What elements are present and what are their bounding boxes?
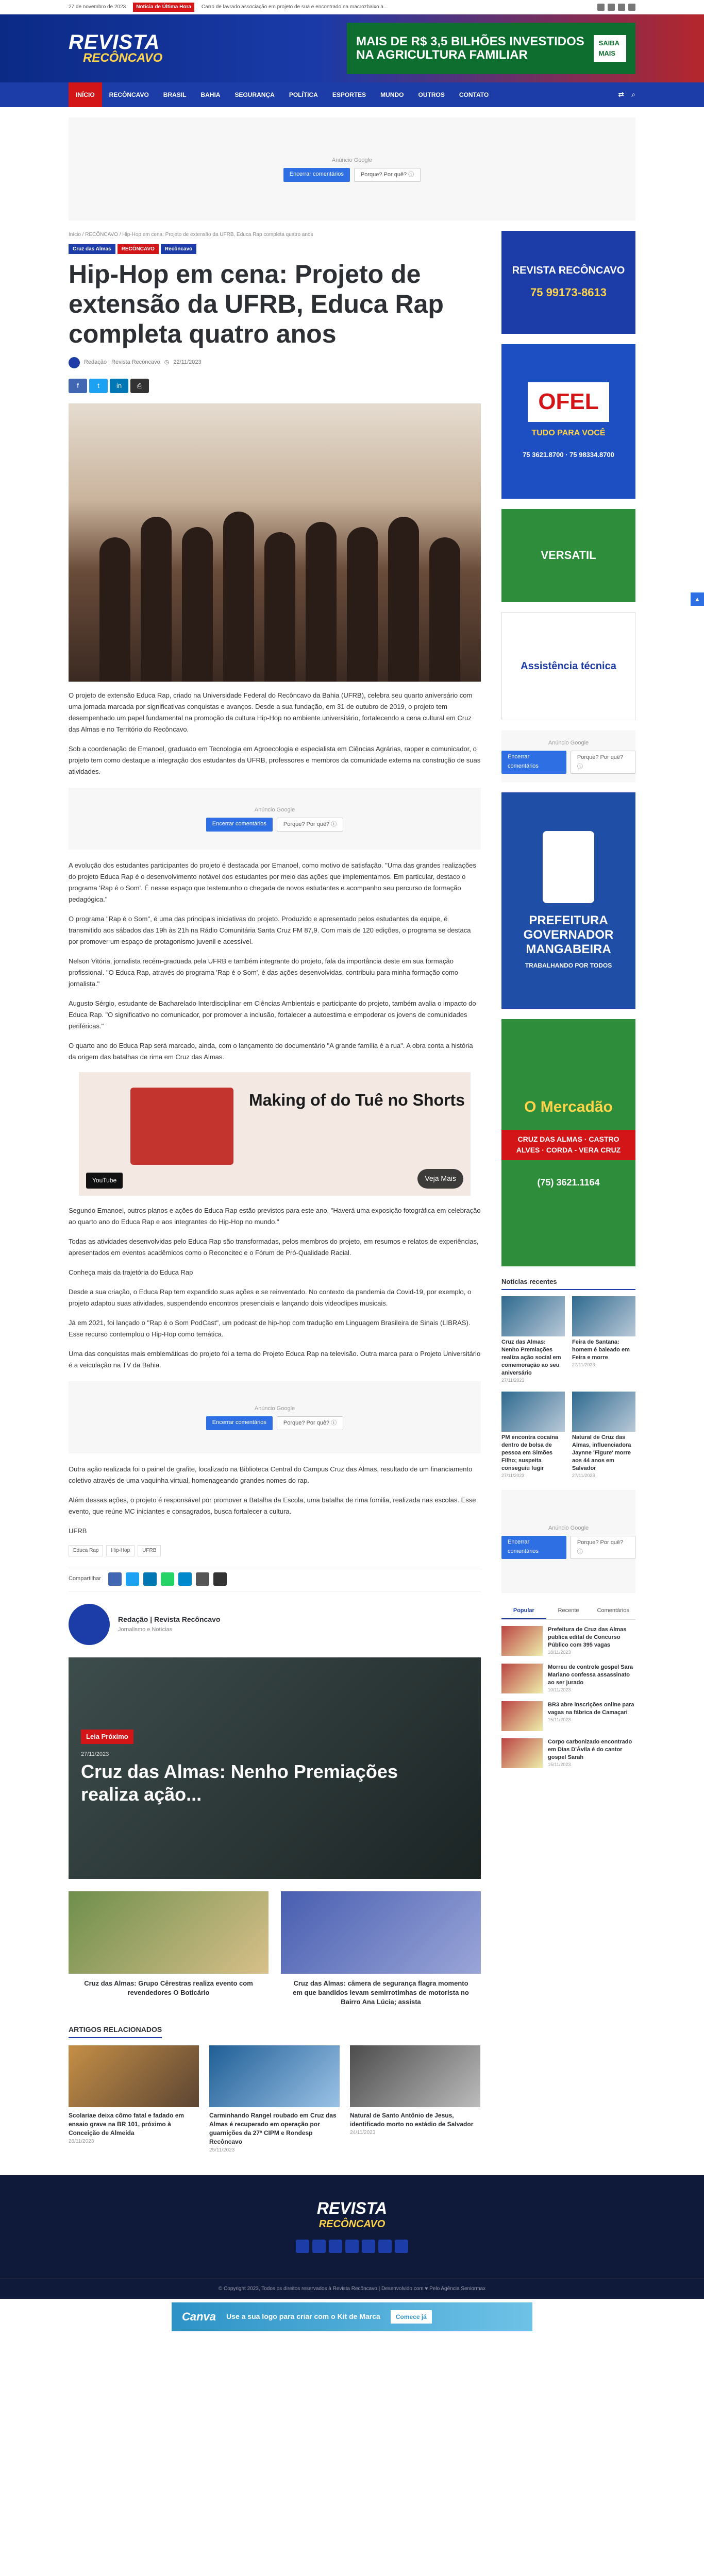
article-paragraph: Além dessas ações, o projeto é responsável por promover a Batalha da Escola, uma batalha de rima fomilia, realizada nas escolas. Esse evento, que reúne MC iniciantes e consagrados, busca fortalecer a cultura. [69, 1496, 476, 1515]
search-icon[interactable]: ⌕ [631, 90, 635, 99]
related-image [209, 2045, 340, 2107]
linkedin-share-icon[interactable]: in [110, 379, 128, 393]
recent-news-image [572, 1296, 635, 1336]
share-label: Compartilhar [69, 1575, 101, 1582]
youtube-icon[interactable] [628, 4, 635, 11]
ad-why-button[interactable]: Porque? Por quê? ⓘ [571, 1536, 635, 1558]
author-avatar[interactable] [69, 357, 80, 368]
article-paragraph: Augusto Sérgio, estudante de Bacharelado Interdisciplinar em Ciências Ambientais e participante do projeto, também avalia o impacto do Educa Rap. "O significativo no comunicador, por promover a inclusão, fortalecer a autoestima e empoderar os jovens de comunidades periféricas." [69, 999, 476, 1030]
popular-date: 18/11/2023 [548, 1650, 571, 1655]
ad-text: REVISTA RECÔNCAVO [512, 265, 625, 277]
sidebar-ad-assistencia[interactable] [501, 612, 635, 720]
category-tags [69, 244, 481, 255]
inline-google-ad[interactable] [69, 1381, 481, 1453]
twitter-share-icon[interactable] [126, 1572, 139, 1586]
ad-close-button[interactable]: Encerrar comentários [501, 751, 566, 773]
ad-text: PREFEITURA GOVERNADOR MANGABEIRA [523, 913, 614, 956]
popular-date: 15/11/2023 [548, 1717, 571, 1722]
youtube-icon[interactable] [329, 2240, 342, 2253]
ad-label: Anúncio Google [548, 1525, 589, 1532]
article-tags [69, 1545, 481, 1556]
article-paragraph: Nelson Vitória, jornalista recém-graduada pela UFRB e também integrante do projeto, fala da importância deste em sua formação profissional. "O Educa Rap, através do programa 'Rap é o Som', é das ações desenvolvidas, contribuiu para minha formação como jornalista." [69, 957, 459, 988]
ad-text: TRABALHANDO POR TODOS [525, 961, 612, 969]
ad-why-button[interactable]: Porque? Por quê? ⓘ [571, 751, 635, 773]
related-card[interactable] [209, 2045, 340, 2155]
top-google-ad[interactable] [69, 117, 635, 221]
popular-title[interactable]: Corpo carbonizado encontrado em Dias D'Ávila é do cantor gospel Sarah [548, 1738, 632, 1760]
logo-line1: REVISTA [69, 31, 160, 54]
facebook-icon[interactable] [296, 2240, 309, 2253]
article-source: UFRB [69, 1527, 87, 1535]
video-title: Making of do Tuê no Shorts [249, 1091, 465, 1109]
article-paragraph: Sob a coordenação de Emanoel, graduado em Tecnologia em Agroecologia e especialista em Ciências Agrárias, rapper e comunicador, o projeto tem como destaque a integração dos estudantes da UFRB, professores e membros da comunidade externa na construção de suas atividades. [69, 745, 481, 775]
nav-icons [618, 89, 635, 100]
sidebar-ad-revista[interactable] [501, 231, 635, 334]
related-card[interactable] [69, 2045, 199, 2155]
ad-brand: Canva [182, 2310, 216, 2324]
telegram-share-icon[interactable] [178, 1572, 192, 1586]
header-banner-ad[interactable] [347, 23, 635, 74]
date-text: 27 de novembro de 2023 [69, 4, 126, 10]
article-title: Hip-Hop em cena: Projeto de extensão da UFRB, Educa Rap completa quatro anos [69, 260, 444, 348]
print-share-icon[interactable] [213, 1572, 227, 1586]
recent-news-date: 27/11/2023 [501, 1378, 525, 1383]
article-paragraph: Uma das conquistas mais emblemáticas do projeto foi a tema do Projeto Educa Rap na televisão. Outra marca para o Projeto Universitário é a veiculação na TV da Bahia. [69, 1350, 481, 1369]
nav-bahia[interactable]: BAHIA [200, 91, 221, 98]
nav-reconcavo[interactable]: RECÔNCAVO [109, 91, 149, 98]
ad-text: OFEL [528, 382, 609, 421]
footer-logo-sub: RECÔNCAVO [319, 2218, 385, 2230]
post-navigation [69, 1891, 481, 2012]
sidebar-tabs [501, 1603, 635, 1620]
scroll-to-top-icon[interactable]: ▲ [691, 592, 704, 606]
tag-link[interactable]: Educa Rap [69, 1545, 103, 1556]
tab-comments[interactable]: Comentários [597, 1607, 629, 1614]
linkedin-share-icon[interactable] [143, 1572, 157, 1586]
popular-item[interactable] [501, 1738, 635, 1769]
ad-close-button[interactable]: Encerrar comentários [501, 1536, 566, 1558]
sidebar-google-ad[interactable] [501, 731, 635, 782]
banner-text: MAIS DE R$ 3,5 BILHÕES INVESTIDOS NA AGRICULTURA FAMILIAR [356, 35, 584, 62]
recent-news-grid [501, 1296, 635, 1480]
share-buttons-top [69, 379, 481, 393]
nav-contato[interactable]: CONTATO [459, 91, 489, 98]
ad-phone: 75 99173-8613 [530, 286, 607, 299]
breaking-news-badge: Notícia de Última Hora [133, 3, 194, 12]
article-paragraph: Já em 2021, foi lançado o "Rap é o Som PodCast", um podcast de hip-hop com tradução em Linguagem Brasileira de Sinais (LIBRAS). Esse recurso contemplou o Hip-Hop como temática. [69, 1319, 471, 1338]
nav-mundo[interactable]: MUNDO [380, 91, 404, 98]
sidebar [501, 231, 635, 2155]
topbar [0, 0, 704, 14]
article-paragraph: Segundo Emanoel, outros planos e ações do Educa Rap estão previstos para este ano. "Haverá uma exposição fotográfica em celebração ao quarto ano do Educa Rap e aos integrantes do Hip-Hop no mundo." [69, 1207, 481, 1226]
article-meta [69, 357, 481, 368]
ad-close-button[interactable]: Encerrar comentários [206, 818, 273, 832]
facebook-icon[interactable] [597, 4, 605, 11]
nav-seguranca[interactable]: SEGURANÇA [234, 91, 275, 98]
recent-news-title-text[interactable]: Natural de Cruz das Almas, influenciadora Jaynne 'Figure' morre aos 44 anos em Salvador [572, 1434, 631, 1472]
next-post-card[interactable] [281, 1891, 481, 2012]
rss-icon[interactable] [395, 2240, 408, 2253]
sidebar-google-ad[interactable] [501, 1490, 635, 1593]
related-card[interactable] [350, 2045, 480, 2155]
read-next-date: 27/11/2023 [81, 1751, 109, 1757]
recent-news-title-text[interactable]: Cruz das Almas: Nenho Premiações realiza ação social em comemoração ao seu aniversário [501, 1339, 561, 1377]
article-paragraph: O projeto de extensão Educa Rap, criado na Universidade Federal do Recôncavo da Bahia (UFRB), celebra seu quarto aniversário com uma jornada marcada por significativas conquistas e avanços. Desde a sua fundação, em 31 de outubro de 2019, o projeto tem desempenhado um papel fundamental na promoção da cultura Hip-Hop no ambiente universitário, fortalecendo a cena cultural em Cruz das Almas e no Território do Recôncavo. [69, 691, 473, 733]
nav-esportes[interactable]: ESPORTES [332, 91, 366, 98]
popular-item[interactable] [501, 1701, 635, 1731]
article-featured-image [69, 403, 481, 682]
sidebar-ad-versatil[interactable] [501, 509, 635, 602]
recent-news-date: 27/11/2023 [572, 1362, 595, 1368]
bottom-sticky-ad[interactable] [0, 2299, 704, 2335]
author-box-name[interactable]: Redação | Revista Recôncavo [118, 1615, 221, 1624]
article-subheading: Conheça mais da trajetória do Educa Rap [69, 1268, 193, 1276]
tab-recent[interactable]: Recente [558, 1607, 579, 1614]
email-share-icon[interactable] [196, 1572, 209, 1586]
article-paragraph: O quarto ano do Educa Rap será marcado, ainda, com o lançamento do documentário "A grande família é a rua". A obra conta a história da origem das batalhas de rima em Cruz das Almas. [69, 1042, 473, 1061]
video-thumbnail [130, 1088, 233, 1165]
popular-title[interactable]: Prefeitura de Cruz das Almas publica edital de Concurso Público com 395 vagas [548, 1626, 627, 1649]
recent-news-item[interactable] [572, 1392, 635, 1480]
read-next-label: Leia Próximo [81, 1730, 133, 1744]
related-card-title[interactable]: Scolariae deixa cômo fatal e fadado em ensaio grave na BR 101, próximo à Conceição de Almeida [69, 2112, 185, 2137]
twitter-share-icon[interactable]: t [89, 379, 108, 393]
related-card-date: 24/11/2023 [350, 2130, 376, 2136]
footer-logo[interactable]: REVISTA [316, 2199, 388, 2218]
related-image [350, 2045, 480, 2107]
recent-news-item[interactable] [572, 1296, 635, 1384]
tag-link[interactable]: Hip-Hop [106, 1545, 135, 1556]
ad-text: CRUZ DAS ALMAS · CASTRO ALVES · CORDA - VERA CRUZ [501, 1130, 635, 1160]
popular-item[interactable] [501, 1626, 635, 1656]
recent-news-title: Notícias recentes [501, 1277, 635, 1290]
recent-news-date: 27/11/2023 [572, 1473, 595, 1479]
ad-why-button[interactable]: Porque? Por quê? ⓘ [277, 1416, 343, 1430]
popular-title[interactable]: Morreu de controle gospel Sara Mariano confessa assassinato ao ser jurado [548, 1664, 633, 1686]
recent-news-image [501, 1392, 565, 1432]
whatsapp-share-icon[interactable] [161, 1572, 174, 1586]
logo-line2: RECÔNCAVO [83, 51, 163, 65]
category-tag[interactable]: RECÔNCAVO [118, 244, 159, 255]
author-avatar[interactable] [69, 1604, 110, 1645]
instagram-icon[interactable] [345, 2240, 359, 2253]
sidebar-ad-prefeitura[interactable] [501, 792, 635, 1009]
ad-cta-button[interactable]: Comece já [391, 2310, 432, 2324]
share-bar-bottom [69, 1567, 481, 1591]
ad-label: Anúncio Google [548, 740, 589, 747]
author-box [69, 1604, 481, 1645]
related-card-title[interactable]: Carminhando Rangel roubado em Cruz das Almas é recuperado em operação por guarnições da 27ª CIPM e Rondesp Recôncavo [209, 2112, 337, 2146]
related-card-title[interactable]: Natural de Santo Antônio de Jesus, identificado morto no estádio de Salvador [350, 2112, 474, 2128]
tab-popular[interactable]: Popular [501, 1603, 546, 1619]
recent-news-image [572, 1392, 635, 1432]
sidebar-ad-ofel[interactable] [501, 344, 635, 499]
popular-title[interactable]: BR3 abre inscrições online para vagas na fábrica de Camaçari [548, 1701, 634, 1716]
video-more-button[interactable]: Veja Mais [417, 1169, 463, 1189]
ad-why-button[interactable]: Porque? Por quê? ⓘ [277, 818, 343, 832]
author-box-sub: Jornalismo e Notícias [118, 1626, 173, 1633]
copyright: © Copyright 2023, Todos os direitos reservados à Revista Recôncavo | Desenvolvido com ♥ Pelo Agência Seniormax [0, 2278, 704, 2299]
category-tag[interactable]: Recôncavo [161, 244, 196, 255]
prev-post-card[interactable] [69, 1891, 269, 2012]
popular-image [501, 1738, 543, 1768]
random-icon[interactable]: ⇄ [618, 90, 625, 99]
banner-cta[interactable]: SAIBA MAIS [594, 35, 626, 62]
ad-close-button[interactable]: Encerrar comentários [283, 168, 350, 182]
ad-text: TUDO PARA VOCÊ [531, 428, 606, 437]
site-logo[interactable] [69, 32, 162, 64]
recent-news-item[interactable] [501, 1392, 565, 1480]
read-next-title[interactable]: Cruz das Almas: Nenho Premiações realiza ação... [81, 1760, 398, 1805]
tag-link[interactable]: UFRB [138, 1545, 161, 1556]
article-paragraph: Outra ação realizada foi o painel de grafite, localizado na Biblioteca Central do Campus Cruz das Almas, resultado de um financiamento coletivo através de uma vaquinha virtual, homenageando grandes nomes do rap. [69, 1465, 473, 1484]
recent-news-item[interactable] [501, 1296, 565, 1384]
main-nav [0, 82, 704, 107]
popular-image [501, 1701, 543, 1731]
recent-news-title-text[interactable]: PM encontra cocaína dentro de bolsa de pessoa em Simões Filho; suspeita conseguiu fugir [501, 1434, 559, 1472]
ad-text: Use a sua logo para criar com o Kit de Marca [226, 2312, 380, 2321]
instagram-icon[interactable] [618, 4, 625, 11]
popular-item[interactable] [501, 1664, 635, 1694]
facebook-share-icon[interactable]: f [69, 379, 87, 393]
next-post-image [281, 1891, 481, 1974]
footer-social [296, 2240, 408, 2253]
article-paragraph: Desde a sua criação, o Educa Rap tem expandido suas ações e se reinventado. No contexto da pandemia da Covid-19, por exemplo, o projeto adaptou suas atividades, suspendendo encontros presenciais e lançando dois videoclipes musicais. [69, 1288, 472, 1307]
clock-icon: ◷ [164, 359, 170, 366]
ad-close-button[interactable]: Encerrar comentários [206, 1416, 273, 1430]
popular-date: 15/11/2023 [548, 1761, 571, 1767]
inline-google-ad[interactable] [69, 788, 481, 850]
facebook-share-icon[interactable] [108, 1572, 122, 1586]
print-share-icon[interactable]: ⎙ [130, 379, 149, 393]
nav-home[interactable]: INÍCIO [69, 82, 102, 107]
related-image [69, 2045, 199, 2107]
related-articles [69, 2045, 481, 2155]
read-next-card[interactable] [69, 1657, 481, 1879]
recent-news-image [501, 1296, 565, 1336]
related-card-date: 26/11/2023 [69, 2139, 94, 2145]
site-footer [0, 2175, 704, 2299]
breadcrumb[interactable]: Início / RECÔNCAVO / Hip-Hop em cena: Projeto de extensão da UFRB, Educa Rap completa quatro anos [69, 232, 313, 238]
site-header [0, 14, 704, 82]
author-name[interactable]: Redação | Revista Recôncavo [84, 359, 160, 366]
related-card-date: 25/11/2023 [209, 2147, 235, 2154]
ad-text: Assistência técnica [521, 660, 616, 672]
prev-post-image [69, 1891, 269, 1974]
topbar-social [597, 4, 635, 11]
next-post-title[interactable]: Cruz das Almas: câmera de segurança flagra momento em que bandidos levam semirrotimhas de motorista no Bairro Ana Lúcia; assista [293, 1979, 469, 2006]
article-date: 22/11/2023 [173, 359, 202, 366]
youtube-embed[interactable] [79, 1072, 471, 1196]
coat-of-arms [543, 831, 594, 903]
ad-text: VERSATIL [541, 548, 596, 562]
nav-politica[interactable]: POLÍTICA [289, 91, 318, 98]
related-title: ARTIGOS RELACIONADOS [69, 2024, 162, 2039]
popular-date: 10/11/2023 [548, 1687, 571, 1692]
whatsapp-icon[interactable] [378, 2240, 392, 2253]
ad-label: Anúncio Google [254, 806, 295, 813]
telegram-icon[interactable] [362, 2240, 375, 2253]
youtube-logo[interactable]: YouTube [86, 1173, 123, 1189]
recent-news-date: 27/11/2023 [501, 1473, 525, 1479]
ticker-text[interactable]: Carro de lavrado associação em projeto de sua e encontrado na macrozbaixo a... [201, 4, 388, 10]
article-content [69, 231, 481, 2155]
article-paragraph: A evolução dos estudantes participantes do projeto é destacada por Emanoel, como motivo de satisfação. "Uma das grandes realizações do projeto Educa Rap é o desenvolvimento notável dos estudantes por meio das ações que implementamos. Em particular, destaco o programa 'Rap é o Som'. É nesse espaço que testemunho o chegada de novos estudantes e acompanho seu percurso de formação pedagógica." [69, 861, 476, 903]
popular-image [501, 1626, 543, 1656]
recent-news-title-text[interactable]: Feira de Santana: homem é baleado em Feira e morre [572, 1339, 630, 1361]
ad-phone: (75) 3621.1164 [537, 1177, 600, 1188]
sidebar-ad-mercadao[interactable] [501, 1019, 635, 1266]
category-tag[interactable]: Cruz das Almas [69, 244, 115, 255]
popular-image [501, 1664, 543, 1693]
ad-label: Anúncio Google [331, 157, 373, 163]
ad-label: Anúncio Google [254, 1405, 295, 1412]
article-paragraph: Todas as atividades desenvolvidas pelo Educa Rap são transformadas, pelos membros do projeto, em resumos e relatos de experiências, apresentados em eventos acadêmicos como o Reconcitec e o Fórum de Pró-Qualidade Racial. [69, 1238, 479, 1257]
prev-post-title[interactable]: Cruz das Almas: Grupo Cêrestras realiza evento com revendedores O Boticário [84, 1979, 253, 1996]
ad-phone: 75 3621.8700 · 75 98334.8700 [523, 451, 614, 459]
nav-outros[interactable]: OUTROS [418, 91, 445, 98]
nav-brasil[interactable]: BRASIL [163, 91, 187, 98]
ad-text: O Mercadão [524, 1098, 613, 1116]
twitter-icon[interactable] [312, 2240, 326, 2253]
ad-why-button[interactable]: Porque? Por quê? ⓘ [354, 168, 421, 182]
article-paragraph: O programa "Rap é o Som", é uma das principais iniciativas do projeto. Produzido e apresentado pelos estudantes da equipe, é transmitido aos sábados das 19h às 21h na Rádio Comunitária Santa Cruz FM 87,9. Com mais de 120 edições, o programa se destaca por promover um espaço de protagonismo juvenil e acessível. [69, 915, 471, 945]
twitter-icon[interactable] [608, 4, 615, 11]
